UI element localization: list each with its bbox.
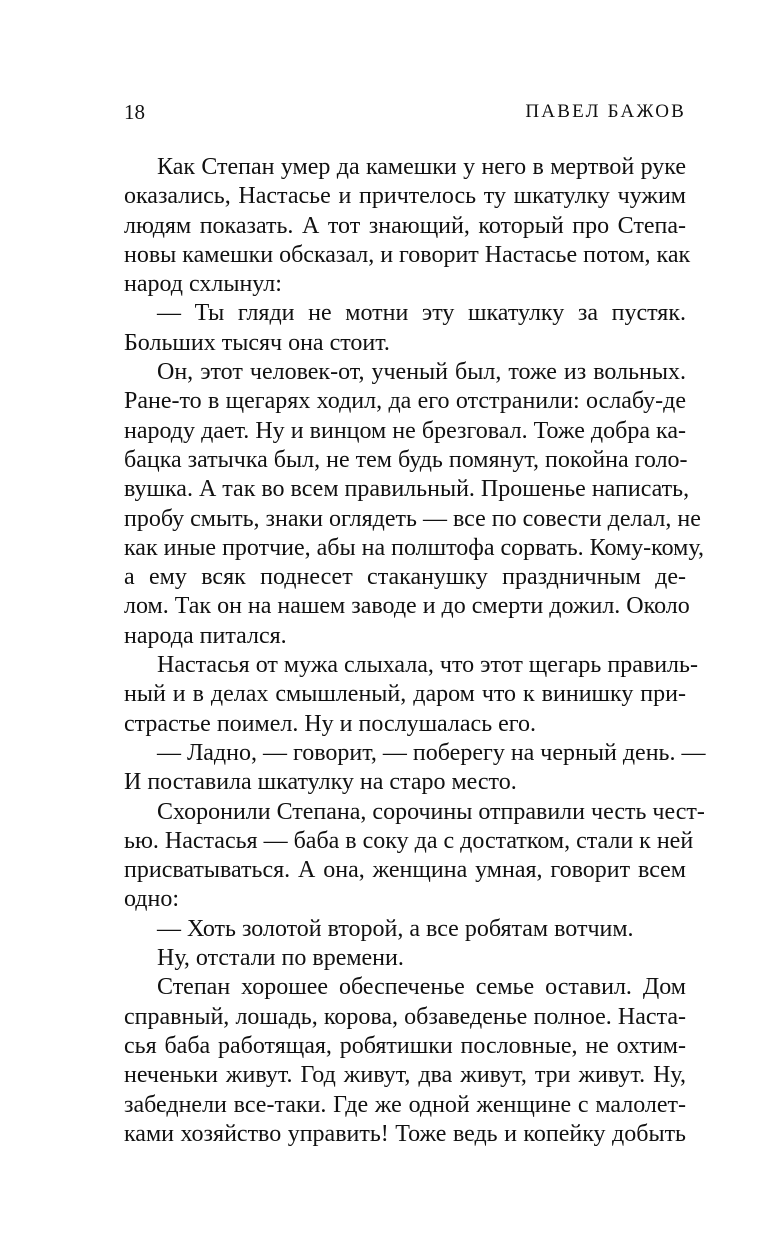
text-line: Как Степан умер да камешки у него в мертвой руке <box>157 154 686 180</box>
text-line: ками хозяйство управить! Тоже ведь и копейку добыть <box>124 1120 686 1147</box>
text-line: новы камешки обсказал, и говорит Настасье потом, как <box>124 241 691 268</box>
text-line: ный и в делах смышленый, даром что к винишку при- <box>124 681 686 708</box>
text-line: Больших тысяч она стоит. <box>124 329 390 356</box>
running-head-author: ПАВЕЛ БАЖОВ <box>525 101 686 122</box>
text-line: — Ты гляди не мотни эту шкатулку за пустяк. <box>157 300 686 327</box>
text-line: страстье поимел. Ну и послушалась его. <box>124 710 537 737</box>
text-line: И поставила шкатулку на старо место. <box>124 769 517 796</box>
text-line: бацка затычка был, не тем будь помянут, покойна голо- <box>124 446 688 473</box>
text-line: народ схлынул: <box>124 271 282 298</box>
text-line: Ране-то в щегарях ходил, да его отстранили: ослабу-де <box>124 388 686 415</box>
text-line: справный, лошадь, корова, обзаведенье полное. Наста- <box>124 1003 686 1030</box>
text-line: вушка. А так во всем правильный. Прошенье написать, <box>124 476 690 503</box>
text-line: народу дает. Ну и винцом не брезговал. Тоже добра ка- <box>124 417 686 444</box>
text-line: оказались, Настасье и причтелось ту шкатулку чужим <box>124 183 686 210</box>
text-line: Настасья от мужа слыхала, что этот щегарь правиль- <box>157 652 698 679</box>
text-line: Степан хорошее обеспеченье семье оставил. Дом <box>157 974 686 1001</box>
text-line: ью. Настасья — баба в соку да с достатком, стали к ней <box>124 827 694 854</box>
page-number: 18 <box>124 100 145 124</box>
text-line: а ему всяк поднесет стаканушку праздничным де- <box>124 564 686 591</box>
text-line: Ну, отстали по времени. <box>157 945 404 972</box>
text-line: Схоронили Степана, сорочины отправили честь чест- <box>157 798 705 825</box>
text-line: присватываться. А она, женщина умная, говорит всем <box>124 857 686 884</box>
text-line: забеднели все-таки. Где же одной женщине с малолет- <box>124 1091 686 1118</box>
text-line: — Ладно, — говорит, — поберегу на черный день. — <box>157 739 706 766</box>
text-line: сья баба работящая, робятишки пословные, не охтим- <box>124 1032 686 1059</box>
text-line: неченьки живут. Год живут, два живут, три живут. Ну, <box>124 1062 686 1089</box>
text-line: — Хоть золотой второй, а все робятам вотчим. <box>157 915 634 942</box>
text-line: Он, этот человек-от, ученый был, тоже из вольных. <box>157 359 686 386</box>
text-line: пробу смыть, знаки оглядеть — все по совести делал, не <box>124 505 701 532</box>
text-line: людям показать. А тот знающий, который про Степа- <box>124 212 686 239</box>
text-line: народа питался. <box>124 622 287 649</box>
text-line: одно: <box>124 886 180 913</box>
text-line: как иные протчие, абы на полштофа сорвать. Кому-кому, <box>124 534 704 561</box>
running-head <box>124 97 686 127</box>
text-line: лом. Так он на нашем заводе и до смерти дожил. Около <box>124 593 690 620</box>
body-text <box>124 153 706 1149</box>
